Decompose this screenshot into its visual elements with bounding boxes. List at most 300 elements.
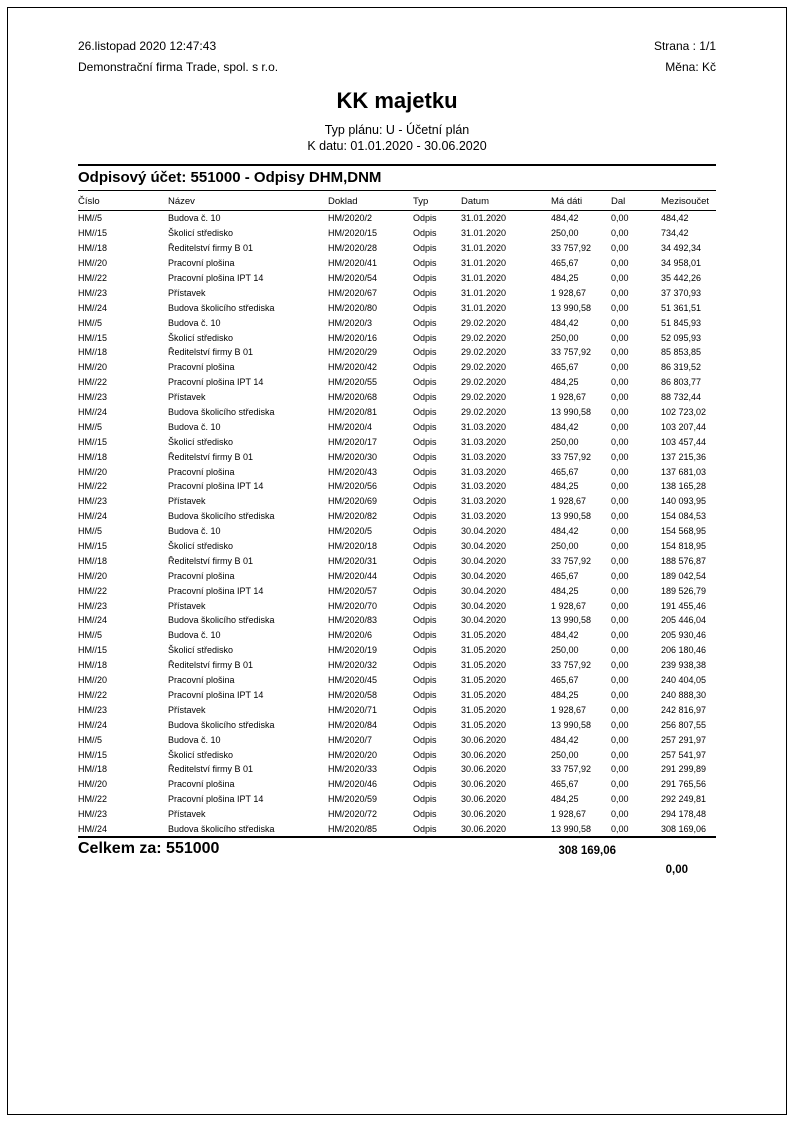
total-label: Celkem za: 551000 — [78, 840, 220, 858]
table-row — [78, 479, 716, 494]
table-cell: Odpis — [413, 704, 437, 715]
table-cell: Budova č. 10 — [168, 630, 221, 641]
table-cell: HM/2020/3 — [328, 317, 373, 328]
table-cell: 13 990,58 — [551, 511, 592, 522]
table-cell: HM/2020/43 — [328, 466, 378, 477]
table-cell: Odpis — [413, 362, 437, 373]
table-cell: Odpis — [413, 570, 437, 581]
table-cell: 86 319,52 — [661, 362, 702, 373]
table-row — [78, 762, 716, 777]
table-cell: 484,25 — [551, 585, 579, 596]
table-cell: 154 568,95 — [661, 526, 707, 537]
column-header-datum: Datum — [461, 193, 551, 211]
table-cell: HM//15 — [78, 749, 108, 760]
table-cell: HM/2020/7 — [328, 734, 373, 745]
table-cell: 30.06.2020 — [461, 779, 507, 790]
table-cell: 257 291,97 — [661, 734, 707, 745]
table-cell: HM/2020/4 — [328, 421, 373, 432]
table-cell: 13 990,58 — [551, 302, 592, 313]
table-cell: 103 457,44 — [661, 436, 707, 447]
table-cell: Odpis — [413, 228, 437, 239]
table-body — [78, 211, 716, 837]
table-cell: 30.06.2020 — [461, 764, 507, 775]
table-cell: 31.05.2020 — [461, 689, 507, 700]
table-cell: Odpis — [413, 764, 437, 775]
table-cell: 205 930,46 — [661, 630, 707, 641]
table-cell: HM//22 — [78, 273, 108, 283]
table-cell: 29.02.2020 — [461, 347, 507, 358]
table-cell: HM/2020/58 — [328, 689, 378, 700]
table-cell: HM/2020/17 — [328, 436, 378, 447]
table-cell: 154 084,53 — [661, 511, 707, 522]
table-cell: 0,00 — [611, 421, 629, 432]
table-cell: HM/2020/42 — [328, 362, 378, 373]
table-cell: Odpis — [413, 213, 437, 224]
table-cell: HM//23 — [78, 600, 108, 611]
table-cell: 0,00 — [611, 496, 629, 507]
table-row — [78, 553, 716, 568]
table-cell: 33 757,92 — [551, 347, 592, 358]
table-cell: HM//24 — [78, 302, 108, 313]
section-bottom-rule — [78, 190, 716, 191]
total-dal: 0,00 — [665, 864, 688, 877]
table-cell: 484,25 — [551, 481, 579, 492]
table-cell: HM//5 — [78, 421, 103, 432]
table-cell: Budova školicího střediska — [168, 511, 275, 522]
table-row — [78, 285, 716, 300]
table-cell: 30.04.2020 — [461, 555, 507, 566]
table-cell: HM/2020/33 — [328, 764, 378, 775]
table-cell: Odpis — [413, 421, 437, 432]
table-row — [78, 658, 716, 673]
table-row — [78, 211, 716, 226]
table-cell: Přístavek — [168, 496, 206, 507]
column-header-mezisoucet: Mezisoučet — [661, 193, 716, 211]
table-cell: 242 816,97 — [661, 704, 707, 715]
table-cell: 33 757,92 — [551, 764, 592, 775]
table-cell: Odpis — [413, 392, 437, 403]
table-cell: Pracovní plošina — [168, 466, 235, 477]
table-cell: HM//24 — [78, 719, 108, 730]
table-cell: HM/2020/46 — [328, 779, 378, 790]
table-cell: 85 853,85 — [661, 347, 702, 358]
table-cell: HM/2020/69 — [328, 496, 378, 507]
total-row — [78, 840, 716, 864]
table-cell: 51 361,51 — [661, 302, 702, 313]
table-cell: 205 446,04 — [661, 615, 707, 626]
table-cell: HM/2020/5 — [328, 526, 373, 537]
table-cell: 484,42 — [661, 213, 689, 224]
table-cell: Odpis — [413, 734, 437, 745]
table-cell: 0,00 — [611, 734, 629, 745]
table-cell: HM//23 — [78, 704, 108, 715]
table-row — [78, 405, 716, 420]
table-cell: Ředitelství firmy B 01 — [168, 347, 254, 358]
table-cell: HM//24 — [78, 511, 108, 522]
table-row — [78, 509, 716, 524]
table-cell: Pracovní plošina — [168, 779, 235, 790]
table-cell: Odpis — [413, 436, 437, 447]
table-row — [78, 777, 716, 792]
table-cell: HM//5 — [78, 734, 103, 745]
table-row — [78, 792, 716, 807]
table-cell: 86 803,77 — [661, 377, 702, 388]
table-row — [78, 807, 716, 822]
table-row — [78, 732, 716, 747]
table-cell: HM//5 — [78, 213, 103, 224]
table-cell: Odpis — [413, 377, 437, 388]
table-cell: 31.05.2020 — [461, 719, 507, 730]
table-cell: HM/2020/70 — [328, 600, 378, 611]
table-cell: Odpis — [413, 273, 437, 283]
table-cell: 0,00 — [611, 600, 629, 611]
table-cell: 31.01.2020 — [461, 228, 507, 239]
table-cell: HM//18 — [78, 660, 108, 671]
table-row — [78, 226, 716, 241]
table-row — [78, 390, 716, 405]
table-cell: HM//22 — [78, 689, 108, 700]
table-cell: 0,00 — [611, 347, 629, 358]
table-cell: 31.03.2020 — [461, 466, 507, 477]
table-cell: 465,67 — [551, 779, 579, 790]
table-cell: Školicí středisko — [168, 749, 234, 760]
date-range: K datu: 01.01.2020 - 30.06.2020 — [307, 139, 487, 153]
table-cell: 30.06.2020 — [461, 734, 507, 745]
table-cell: Odpis — [413, 585, 437, 596]
table-cell: HM//18 — [78, 243, 108, 254]
table-row — [78, 583, 716, 598]
table-cell: HM/2020/41 — [328, 258, 378, 269]
table-cell: 294 178,48 — [661, 809, 707, 820]
table-cell: 30.04.2020 — [461, 615, 507, 626]
table-cell: Odpis — [413, 302, 437, 313]
table-cell: 0,00 — [611, 228, 629, 239]
table-cell: 0,00 — [611, 466, 629, 477]
table-cell: 31.01.2020 — [461, 287, 507, 298]
table-cell: 102 723,02 — [661, 407, 707, 418]
table-cell: HM/2020/29 — [328, 347, 378, 358]
total-rule — [78, 836, 716, 838]
table-cell: HM//18 — [78, 347, 108, 358]
table-row — [78, 628, 716, 643]
table-cell: HM//22 — [78, 481, 108, 492]
table-cell: HM/2020/45 — [328, 675, 378, 686]
table-cell: 31.03.2020 — [461, 421, 507, 432]
table-row — [78, 241, 716, 256]
table-cell: 0,00 — [611, 332, 629, 343]
table-cell: 0,00 — [611, 526, 629, 537]
table-cell: HM/2020/81 — [328, 407, 378, 418]
table-cell: 1 928,67 — [551, 496, 587, 507]
table-cell: Odpis — [413, 689, 437, 700]
table-cell: 31.03.2020 — [461, 496, 507, 507]
table-cell: Budova školicího střediska — [168, 719, 275, 730]
table-cell: 31.01.2020 — [461, 273, 507, 283]
table-cell: 0,00 — [611, 436, 629, 447]
table-cell: 29.02.2020 — [461, 392, 507, 403]
table-cell: 465,67 — [551, 675, 579, 686]
table-cell: 484,25 — [551, 377, 579, 388]
table-cell: 34 958,01 — [661, 258, 702, 269]
table-cell: Pracovní plošina IPT 14 — [168, 585, 264, 596]
table-cell: Ředitelství firmy B 01 — [168, 451, 254, 462]
table-row — [78, 568, 716, 583]
table-row — [78, 330, 716, 345]
table-cell: 33 757,92 — [551, 555, 592, 566]
page-number: Strana : 1/1 — [653, 39, 716, 53]
table-cell: Odpis — [413, 481, 437, 492]
table-row — [78, 300, 716, 315]
table-row — [78, 360, 716, 375]
table-cell: Školicí středisko — [168, 332, 234, 343]
table-cell: 31.01.2020 — [461, 258, 507, 269]
table-cell: 30.06.2020 — [461, 749, 507, 760]
table-cell: 465,67 — [551, 362, 579, 373]
table-cell: 13 990,58 — [551, 719, 592, 730]
table-cell: 31.03.2020 — [461, 511, 507, 522]
table-cell: 250,00 — [551, 749, 579, 760]
table-cell: 140 093,95 — [661, 496, 707, 507]
table-cell: HM//20 — [78, 466, 108, 477]
table-cell: 189 042,54 — [661, 570, 707, 581]
table-cell: 31.01.2020 — [461, 302, 507, 313]
table-cell: Odpis — [413, 809, 437, 820]
table-cell: HM//5 — [78, 630, 103, 641]
table-cell: 308 169,06 — [661, 823, 707, 834]
table-cell: 0,00 — [611, 719, 629, 730]
table-cell: 33 757,92 — [551, 660, 592, 671]
table-cell: 103 207,44 — [661, 421, 707, 432]
table-cell: Pracovní plošina IPT 14 — [168, 481, 264, 492]
table-row — [78, 822, 716, 837]
table-cell: 0,00 — [611, 779, 629, 790]
table-cell: 0,00 — [611, 317, 629, 328]
table-cell: 0,00 — [611, 630, 629, 641]
table-cell: HM/2020/15 — [328, 228, 378, 239]
table-cell: 31.05.2020 — [461, 675, 507, 686]
table-cell: 137 681,03 — [661, 466, 707, 477]
table-cell: 30.04.2020 — [461, 526, 507, 537]
table-cell: HM/2020/72 — [328, 809, 378, 820]
table-cell: Přístavek — [168, 600, 206, 611]
table-cell: 0,00 — [611, 660, 629, 671]
table-row — [78, 673, 716, 688]
table-cell: HM//18 — [78, 555, 108, 566]
table-cell: Odpis — [413, 332, 437, 343]
table-row — [78, 598, 716, 613]
table-cell: 0,00 — [611, 258, 629, 269]
table-cell: 465,67 — [551, 466, 579, 477]
table-cell: 465,67 — [551, 258, 579, 269]
table-cell: Odpis — [413, 779, 437, 790]
table-cell: Odpis — [413, 496, 437, 507]
table-cell: HM//18 — [78, 451, 108, 462]
table-cell: 29.02.2020 — [461, 332, 507, 343]
table-cell: HM//15 — [78, 541, 108, 552]
depreciation-table — [78, 193, 716, 836]
table-cell: 33 757,92 — [551, 243, 592, 254]
table-cell: 0,00 — [611, 273, 629, 283]
table-cell: 1 928,67 — [551, 600, 587, 611]
table-cell: Odpis — [413, 823, 437, 834]
table-row — [78, 464, 716, 479]
table-cell: HM//15 — [78, 332, 108, 343]
table-cell: HM/2020/30 — [328, 451, 378, 462]
table-cell: HM/2020/6 — [328, 630, 373, 641]
table-cell: 0,00 — [611, 555, 629, 566]
column-header-doklad: Doklad — [328, 193, 413, 211]
table-cell: HM/2020/54 — [328, 273, 378, 283]
table-cell: HM/2020/19 — [328, 645, 378, 656]
table-cell: 206 180,46 — [661, 645, 707, 656]
table-cell: 0,00 — [611, 511, 629, 522]
table-cell: Přístavek — [168, 392, 206, 403]
table-cell: HM//23 — [78, 392, 108, 403]
table-cell: 154 818,95 — [661, 541, 707, 552]
table-cell: 0,00 — [611, 541, 629, 552]
table-row — [78, 375, 716, 390]
table-cell: HM/2020/67 — [328, 287, 378, 298]
table-cell: Odpis — [413, 466, 437, 477]
table-cell: 484,25 — [551, 794, 579, 805]
table-cell: 0,00 — [611, 362, 629, 373]
table-cell: HM//22 — [78, 377, 108, 388]
table-cell: 88 732,44 — [661, 392, 702, 403]
table-cell: 31.03.2020 — [461, 436, 507, 447]
table-cell: HM/2020/56 — [328, 481, 378, 492]
table-cell: HM//18 — [78, 764, 108, 775]
table-cell: 30.04.2020 — [461, 585, 507, 596]
table-cell: 250,00 — [551, 436, 579, 447]
table-cell: Budova č. 10 — [168, 526, 221, 537]
table-cell: Odpis — [413, 526, 437, 537]
table-cell: Školicí středisko — [168, 436, 234, 447]
table-cell: Ředitelství firmy B 01 — [168, 555, 254, 566]
table-cell: 33 757,92 — [551, 451, 592, 462]
table-row — [78, 256, 716, 271]
table-cell: Školicí středisko — [168, 228, 234, 239]
table-cell: Odpis — [413, 749, 437, 760]
table-cell: 291 299,89 — [661, 764, 707, 775]
table-cell: 0,00 — [611, 451, 629, 462]
currency-label: Měna: Kč — [665, 60, 716, 74]
table-cell: Odpis — [413, 630, 437, 641]
table-cell: HM//23 — [78, 809, 108, 820]
table-cell: 250,00 — [551, 645, 579, 656]
table-row — [78, 449, 716, 464]
table-cell: 0,00 — [611, 377, 629, 388]
table-cell: HM/2020/57 — [328, 585, 378, 596]
table-cell: 29.02.2020 — [461, 377, 507, 388]
table-cell: Odpis — [413, 794, 437, 805]
total-ma-dati: 308 169,06 — [558, 845, 616, 858]
table-cell: HM/2020/84 — [328, 719, 378, 730]
table-cell: Odpis — [413, 511, 437, 522]
table-cell: 0,00 — [611, 764, 629, 775]
table-row — [78, 688, 716, 703]
table-cell: Odpis — [413, 541, 437, 552]
table-cell: Pracovní plošina IPT 14 — [168, 273, 264, 283]
table-cell: HM//23 — [78, 287, 108, 298]
table-cell: 465,67 — [551, 570, 579, 581]
table-cell: Odpis — [413, 675, 437, 686]
table-cell: HM/2020/71 — [328, 704, 378, 715]
company-name: Demonstrační firma Trade, spol. s r.o. — [78, 60, 279, 74]
column-header-ma-dati: Má dáti — [551, 193, 611, 211]
table-cell: Budova č. 10 — [168, 734, 221, 745]
table-cell: HM/2020/28 — [328, 243, 378, 254]
table-cell: Ředitelství firmy B 01 — [168, 764, 254, 775]
table-cell: 0,00 — [611, 585, 629, 596]
table-cell: 51 845,93 — [661, 317, 702, 328]
table-cell: HM/2020/68 — [328, 392, 378, 403]
table-cell: 0,00 — [611, 302, 629, 313]
table-cell: 189 526,79 — [661, 585, 707, 596]
table-cell: HM//20 — [78, 362, 108, 373]
table-cell: 484,42 — [551, 213, 579, 224]
table-cell: Přístavek — [168, 287, 206, 298]
table-cell: 0,00 — [611, 809, 629, 820]
table-cell: HM/2020/85 — [328, 823, 378, 834]
table-cell: HM//24 — [78, 823, 108, 834]
table-cell: 484,25 — [551, 273, 579, 283]
table-cell: Odpis — [413, 660, 437, 671]
table-cell: 0,00 — [611, 823, 629, 834]
table-cell: 1 928,67 — [551, 809, 587, 820]
table-cell: 138 165,28 — [661, 481, 707, 492]
meta-row-2 — [78, 57, 716, 78]
table-cell: HM//24 — [78, 407, 108, 418]
table-cell: HM/2020/31 — [328, 555, 378, 566]
table-row — [78, 643, 716, 658]
table-cell: Přístavek — [168, 809, 206, 820]
table-cell: HM/2020/18 — [328, 541, 378, 552]
table-cell: 29.02.2020 — [461, 407, 507, 418]
table-cell: 30.06.2020 — [461, 794, 507, 805]
table-cell: 31.05.2020 — [461, 704, 507, 715]
table-cell: Pracovní plošina IPT 14 — [168, 794, 264, 805]
table-cell: 13 990,58 — [551, 615, 592, 626]
table-cell: Odpis — [413, 407, 437, 418]
table-cell: 1 928,67 — [551, 392, 587, 403]
table-cell: HM//5 — [78, 526, 103, 537]
table-cell: Budova č. 10 — [168, 317, 221, 328]
table-cell: HM//20 — [78, 675, 108, 686]
meta-row-1 — [78, 36, 716, 57]
table-cell: HM/2020/83 — [328, 615, 378, 626]
table-cell: HM/2020/16 — [328, 332, 378, 343]
section-title: Odpisový účet: 551000 - Odpisy DHM,DNM — [78, 169, 382, 186]
table-cell: 734,42 — [661, 228, 689, 239]
table-cell: Budova školicího střediska — [168, 823, 275, 834]
table-cell: 137 215,36 — [661, 451, 707, 462]
table-row — [78, 524, 716, 539]
table-cell: Pracovní plošina IPT 14 — [168, 689, 264, 700]
table-row — [78, 747, 716, 762]
table-cell: 30.04.2020 — [461, 600, 507, 611]
table-cell: Odpis — [413, 645, 437, 656]
table-cell: 0,00 — [611, 675, 629, 686]
table-cell: 0,00 — [611, 704, 629, 715]
table-cell: Budova č. 10 — [168, 213, 221, 224]
table-cell: HM//5 — [78, 317, 103, 328]
table-cell: 0,00 — [611, 481, 629, 492]
table-cell: 1 928,67 — [551, 704, 587, 715]
table-row — [78, 539, 716, 554]
table-cell: 250,00 — [551, 332, 579, 343]
table-cell: HM//20 — [78, 570, 108, 581]
column-header-typ: Typ — [413, 193, 461, 211]
